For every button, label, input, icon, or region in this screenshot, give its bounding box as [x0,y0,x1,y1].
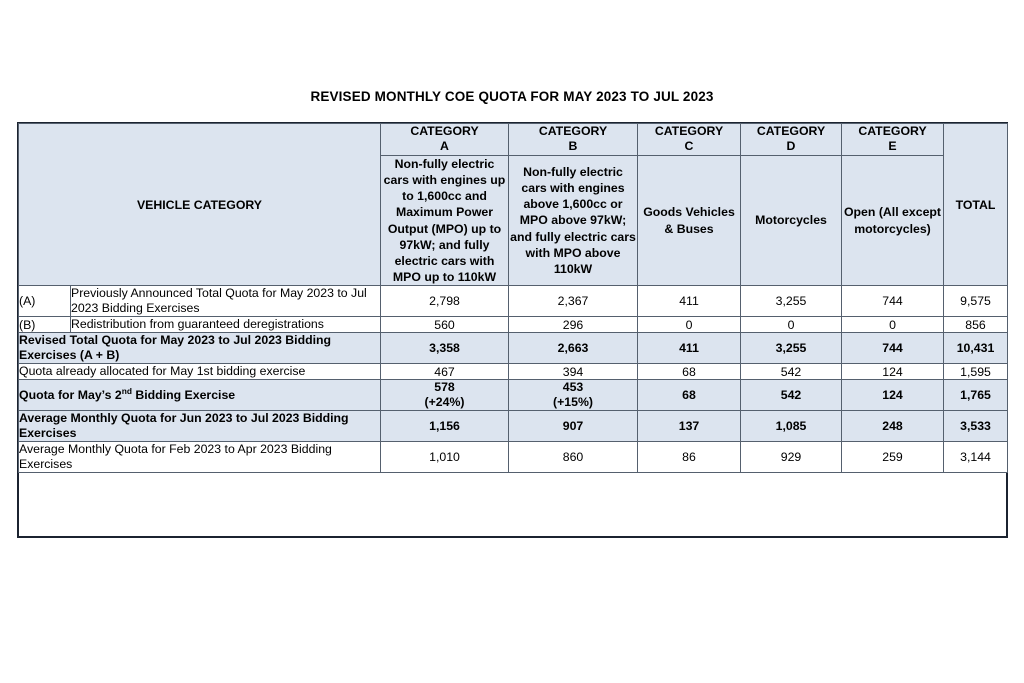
header-category-b-line1: CATEGORY [538,124,608,138]
header-category-d-line2: D [786,139,796,154]
cell-category-e: 248 [842,410,944,441]
table-row [19,317,1008,333]
cell-category-a-value: 578 [434,380,455,395]
cell-category-d: 0 [741,317,842,333]
cell-category-d: 929 [741,441,842,472]
table-row [19,380,1008,411]
cell-total: 9,575 [944,286,1008,317]
header-category-d [741,124,842,156]
cell-category-a: 1,010 [381,441,509,472]
cell-category-e: 744 [842,286,944,317]
row-label: Previously Announced Total Quota for May 2023 to Jul 2023 Bidding Exercises [71,286,381,317]
cell-category-c: 68 [638,364,741,380]
header-desc-category-a: Non-fully electric cars with engines up to 1,600cc and Maximum Power Output (MPO) up to 97kW; and fully electric cars with MPO up to 110kW [381,155,509,286]
cell-category-d: 1,085 [741,410,842,441]
cell-category-c: 0 [638,317,741,333]
cell-category-d: 542 [741,380,842,411]
row-label: Average Monthly Quota for Jun 2023 to Jul 2023 Bidding Exercises [19,410,381,441]
header-desc-category-c: Goods Vehicles & Buses [638,155,741,286]
row-label: Average Monthly Quota for Feb 2023 to Apr 2023 Bidding Exercises [19,441,381,472]
cell-category-a [381,380,509,411]
cell-category-e: 744 [842,333,944,364]
cell-total: 1,765 [944,380,1008,411]
header-category-a [381,124,509,156]
cell-category-c: 86 [638,441,741,472]
header-category-a-line2: A [440,139,449,154]
cell-category-a: 3,358 [381,333,509,364]
cell-category-a: 560 [381,317,509,333]
cell-category-b: 2,663 [509,333,638,364]
header-desc-category-e: Open (All except motorcycles) [842,155,944,286]
cell-category-b: 907 [509,410,638,441]
row-label: Redistribution from guaranteed deregistrations [71,317,381,333]
cell-category-c: 68 [638,380,741,411]
table-row [19,364,1008,380]
header-vehicle-category: VEHICLE CATEGORY [19,124,381,286]
header-row-category-names [19,124,1008,156]
cell-category-a: 2,798 [381,286,509,317]
table-row [19,410,1008,441]
cell-category-b-value: 453 [562,380,584,395]
row-label: Quota already allocated for May 1st bidding exercise [19,364,381,380]
cell-category-c: 137 [638,410,741,441]
cell-category-e: 259 [842,441,944,472]
page-title: REVISED MONTHLY COE QUOTA FOR MAY 2023 TO JUL 2023 [310,89,714,104]
cell-category-d: 3,255 [741,286,842,317]
header-category-c-line2: C [684,139,694,154]
cell-total: 856 [944,317,1008,333]
header-category-c-line1: CATEGORY [654,124,724,138]
cell-category-e: 124 [842,380,944,411]
cell-category-e: 124 [842,364,944,380]
header-category-e-line2: E [888,139,897,154]
table-frame-bottom [17,536,1008,538]
header-category-e-line1: CATEGORY [858,124,927,138]
cell-category-b [509,380,638,411]
cell-category-a-delta: (+24%) [424,395,465,410]
header-category-b [509,124,638,156]
coe-quota-table [18,123,1008,473]
cell-category-b: 296 [509,317,638,333]
header-category-a-line1: CATEGORY [410,124,479,138]
row-marker: (A) [19,286,71,317]
header-category-c [638,124,741,156]
cell-category-e: 0 [842,317,944,333]
header-category-b-line2: B [568,139,578,154]
cell-category-b: 2,367 [509,286,638,317]
header-desc-category-b: Non-fully electric cars with engines above 1,600cc or MPO above 97kW; and fully electric cars with MPO above 110kW [509,155,638,286]
table-row [19,333,1008,364]
cell-category-c: 411 [638,333,741,364]
header-desc-category-d: Motorcycles [741,155,842,286]
cell-total: 1,595 [944,364,1008,380]
header-category-e [842,124,944,156]
cell-category-b: 860 [509,441,638,472]
cell-category-d: 3,255 [741,333,842,364]
cell-total: 3,144 [944,441,1008,472]
cell-category-b-delta: (+15%) [553,395,593,410]
cell-category-a: 467 [381,364,509,380]
cell-category-d: 542 [741,364,842,380]
row-label: Quota for May’s 2nd Bidding Exercise [19,380,381,411]
cell-total: 10,431 [944,333,1008,364]
row-marker: (B) [19,317,71,333]
cell-category-c: 411 [638,286,741,317]
table-row [19,286,1008,317]
header-total: TOTAL [944,124,1008,286]
table-row [19,441,1008,472]
cell-category-a: 1,156 [381,410,509,441]
row-label: Revised Total Quota for May 2023 to Jul 2023 Bidding Exercises (A + B) [19,333,381,364]
cell-total: 3,533 [944,410,1008,441]
header-category-d-line1: CATEGORY [756,124,826,138]
cell-category-b: 394 [509,364,638,380]
